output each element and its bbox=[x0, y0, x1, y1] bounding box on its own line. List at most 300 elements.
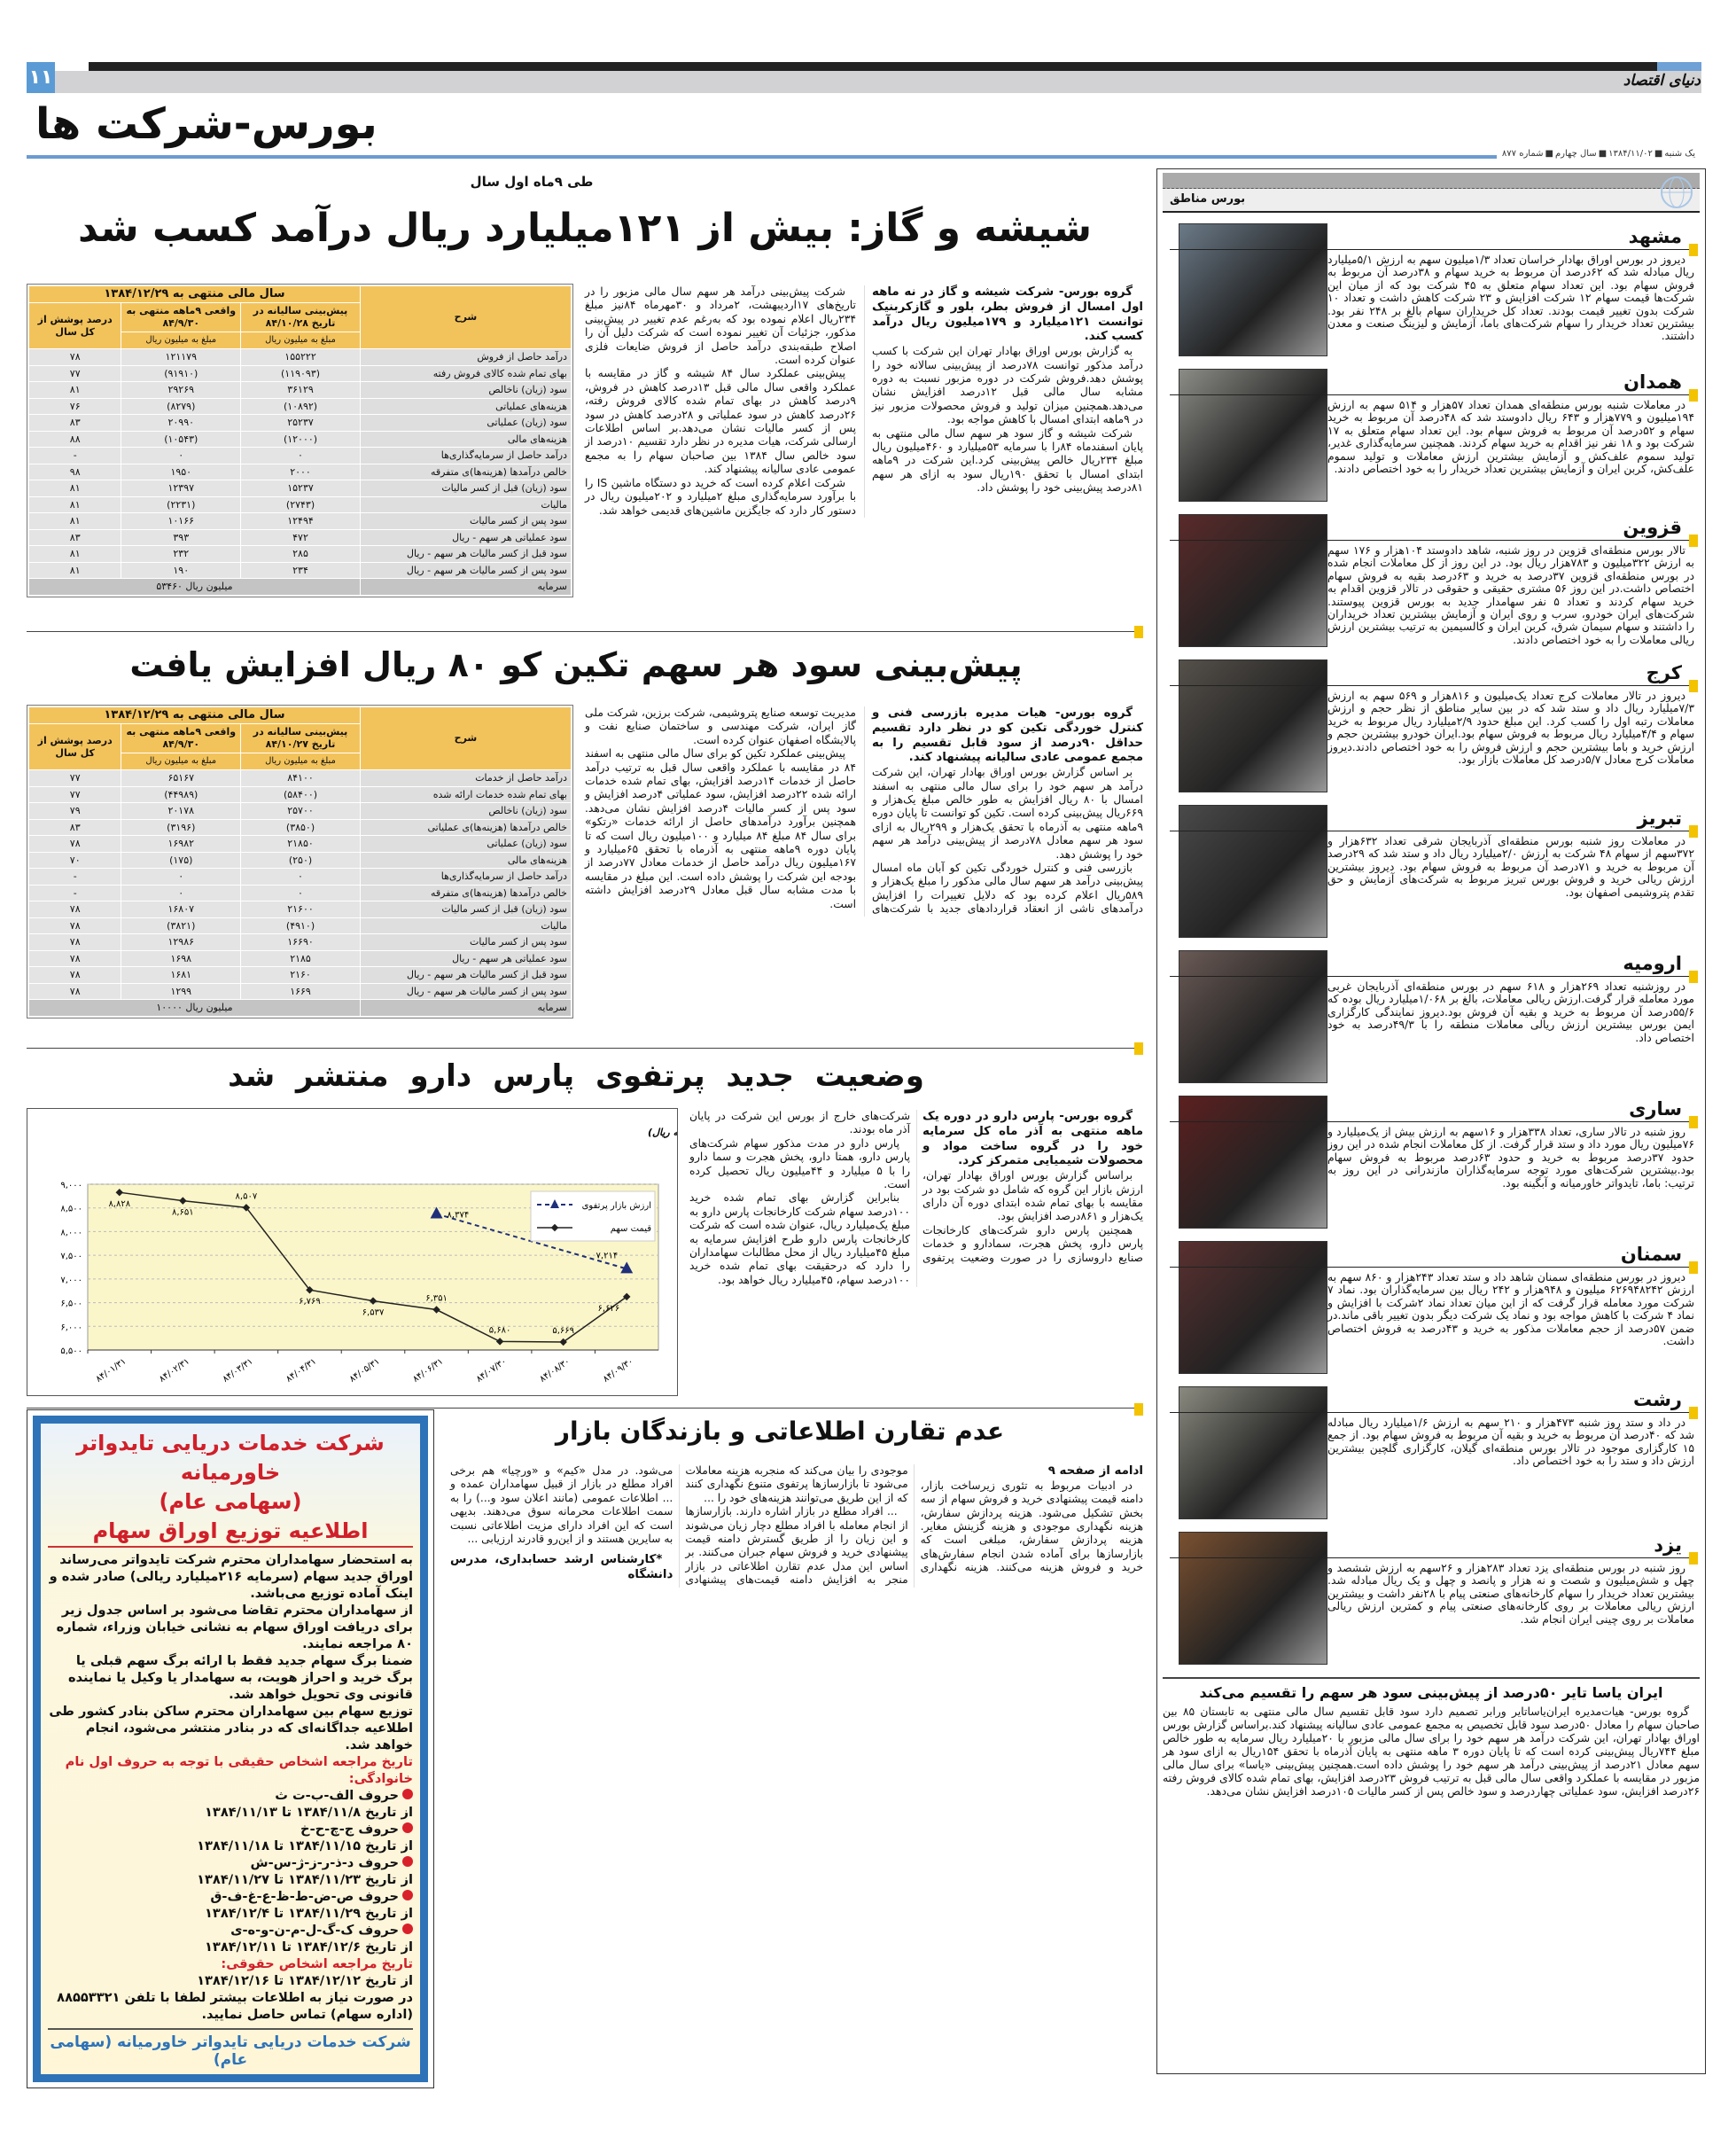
section-marker-icon bbox=[1689, 1407, 1698, 1419]
paragraph: پیش‌بینی عملکرد تکین کو برای سال مالی منتهی به اسفند ۸۴ در مقایسه با عملکرد واقعی سال قبل به ترتیب درآمد حاصل از خدمات ۱۴درصد افزایش، بهای تمام شده خدمات ارائه شده ۲۲درصد افزایش، سود عملیاتی ۴درصد افزایش و سود پس از کسر مالیات ۴درصد افزایش نشان می‌دهد. همچنین برآورد درآمدهای حاصل از ارائه خدمات «رتکو» برای سال ۸۴ مبلغ ۸۴ میلیارد و ۱۰۰میلیون ریال است که تا پایان دوره ۹ماهه منتهی به آذرماه با تحقق ۶۵میلیارد و ۱۶۷میلیون ریال درآمد حاصل از خدمات معادل ۷۷درصد از بودجه این شرکت را پوشش داده است. این مبلغ در مقایسه با مدت مشابه سال قبل معادل ۲۹درصد افزایش داشته است. bbox=[585, 747, 857, 910]
data-label: ۶,۳۵۱ bbox=[425, 1293, 448, 1304]
coverage-percent: ۷۸ bbox=[29, 901, 121, 917]
ad-company-type: (سهامی عام) bbox=[159, 1489, 302, 1514]
coverage-percent: - bbox=[29, 886, 121, 901]
col-pred-header: پیش‌بینی سالیانه در تاریخ ۸۴/۱۰/۲۷ bbox=[241, 724, 360, 753]
row-label: سود (زیان) قبل از کسر مالیات bbox=[361, 901, 571, 917]
letters: حروف ک-گ-ل-م-ن-و-ه-ی bbox=[230, 1923, 399, 1938]
actual-value: ۱۹۰ bbox=[121, 563, 240, 579]
table-row bbox=[29, 497, 571, 513]
row-label: خالص درآمدها (هزینه‌ها)ی متفرقه bbox=[361, 464, 571, 480]
y-tick-label: ۵,۵۰۰ bbox=[60, 1346, 82, 1356]
coverage-percent: - bbox=[29, 448, 121, 464]
predicted-value: ۰ bbox=[241, 886, 360, 901]
city-report: در معاملات روز شنبه بورس منطقه‌ای آذربایجان شرقی تعداد ۶۳۲هزار و ۳۷۲سهم از سهام ۴۸ شرکت به ارزش ۲/۰میلیارد ریال داد و ستد شد که ۲۹درصد آن مربوط به خرید و ۷۱درصد آن مربوط به فروش سهام بود. دیروز بیشترین ارزش ریالی خرید و فروش بورس تبریز مربوط به شرکت‌های آزمایش و حق تقدم پتروشیمی اصفهان بود. bbox=[1327, 834, 1694, 899]
y-tick-label: ۷,۰۰۰ bbox=[60, 1275, 82, 1285]
regional-exchanges-column bbox=[1156, 168, 1706, 2074]
predicted-value: ۱۶۶۹ bbox=[241, 984, 360, 1000]
city-report: دیروز در تالار معاملات کرج تعداد یک‌میلیون و ۸۱۶هزار و ۵۶۹ سهم به ارزش ۷/۳میلیارد ریال داد و ستد شد که در بین سایر مناطق از نظر حجم و ارزش معاملات رتبه اول را کسب کرد. این مبلغ حدود ۲/۹میلیارد ریال مربوط به خرید سهام و ۴/۴میلیارد ریال مربوط به فروش سهام بود.ایران خودرو بیشترین حجم و ارزش خرید و باما بیشترین حجم و ارزش فروش را به خود اختصاص دادند.دیروز معاملات کرج معادل ۵/۷درصد کل معاملات بازار بود. bbox=[1327, 689, 1695, 767]
row-label: سرمایه bbox=[361, 579, 571, 595]
actual-value: (۳۱۹۶) bbox=[121, 820, 240, 836]
coverage-percent: ۷۸ bbox=[29, 984, 121, 1000]
ad-legal-label: تاریخ مراجعه اشخاص حقوقی: bbox=[221, 1956, 413, 1971]
actual-value: (۸۲۷۹) bbox=[121, 399, 240, 415]
actual-value: ۱۲۳۹۷ bbox=[121, 480, 240, 496]
predicted-value: ۲۱۶۰ bbox=[241, 967, 360, 983]
paragraph: بازرسی فنی و کنترل خوردگی تکین کو آبان ماه امسال پیش‌بینی درآمد هر سهم سال مالی مذکور را مبلغ یک‌هزار و ۵۸۹ریال اعلام کرده بود که دلایل تغییرات را افزایش درآمدهای ناشی از انعقاد قراردادهای جدید با شرکت‌های مدیریت توسعه صنایع پتروشیمی، شرکت برزین، شرکت ملی گاز ایران، شرکت مهندسی و ساختمان صنایع نفت و پالایشگاه اصفهان عنوان کرده است. bbox=[585, 706, 1143, 916]
coverage-percent: ۸۱ bbox=[29, 546, 121, 562]
predicted-value: ۱۵۵۲۲۲ bbox=[241, 349, 360, 365]
regional-item bbox=[1163, 1532, 1700, 1668]
ad-natural-label: تاریخ مراجعه اشخاص حقیقی با توجه به حروف اول نام خانوادگی: bbox=[65, 1754, 413, 1786]
regional-item bbox=[1163, 805, 1700, 941]
section-marker-icon bbox=[1134, 1403, 1143, 1416]
data-label: ۸,۳۷۴ bbox=[447, 1210, 470, 1221]
section-marker-icon bbox=[1689, 1116, 1698, 1128]
y-tick-label: ۸,۰۰۰ bbox=[60, 1228, 82, 1238]
article-body bbox=[585, 706, 1143, 917]
predicted-value: ۱۲۴۹۴ bbox=[241, 513, 360, 529]
table-row bbox=[29, 770, 571, 786]
row-label: خالص درآمدها (هزینه‌ها)ی متفرقه bbox=[361, 886, 571, 901]
section-marker-icon bbox=[1134, 626, 1143, 638]
coverage-percent: ۷۶ bbox=[29, 399, 121, 415]
city-name: رشت bbox=[1633, 1389, 1682, 1410]
coverage-percent: ۸۸ bbox=[29, 432, 121, 448]
bullet-icon bbox=[402, 1789, 413, 1799]
date: ۱۳۸۴/۱۱/۰۲ bbox=[1608, 149, 1653, 159]
city-report: دیروز در بورس اوراق بهادار خراسان تعداد ۱/۳میلیون سهم به ارزش ۵/۱میلیارد ریال مبادله شد که ۶۲درصد آن مربوط به خرید سهام و ۳۸درصد آن مربوط به فروش سهام بود. این تعداد سهام متعلق به ۴۵ شرکت بود که از میان این شرکت‌ها قیمت سهام ۱۲ شرکت افزایش و ۲۳ شرکت کاهش داشت و تعداد ۱۰ شرکت بدون تغییر قیمت بودند. تعداد کل خریداران سهام بالغ بر ۲۴۸ نفر بود. بیشترین تعداد خریدار را سهام شرکت‌های باما، آزمایش و لیزینگ صنعت و معدن داشتند. bbox=[1327, 253, 1695, 343]
capital-row bbox=[29, 579, 571, 595]
bullet-icon bbox=[402, 1856, 413, 1867]
actual-value: ۶۵۱۶۷ bbox=[121, 770, 240, 786]
section-marker-icon bbox=[1689, 971, 1698, 983]
coverage-percent: ۷۷ bbox=[29, 366, 121, 382]
x-tick-label: ۸۴/۰۴/۳۱ bbox=[284, 1356, 319, 1385]
row-label: هزینه‌های عملیاتی bbox=[361, 399, 571, 415]
actual-value: (۲۲۳۱) bbox=[121, 497, 240, 513]
ad-paragraph: از سهامداران محترم تقاضا می‌شود بر اساس جدول زیر برای دریافت اوراق سهام به نشانی خیابان وزراء، شماره ۸۰ مراجعه نمایند. bbox=[56, 1603, 413, 1651]
dates: از تاریخ ۱۳۸۴/۱۲/۶ تا ۱۳۸۴/۱۲/۱۱ bbox=[205, 1939, 413, 1955]
predicted-value: ۲۱۸۵۰ bbox=[241, 836, 360, 852]
ad-paragraph: به استحضار سهامداران محترم شرکت تایدواتر می‌رساند اوراق جدید سهام (سرمایه ۲۱۶میلیارد ریالی) صادر شده و اینک آماده توزیع می‌باشد. bbox=[49, 1552, 413, 1601]
coverage-percent: ۷۷ bbox=[29, 770, 121, 786]
predicted-value: ۲۱۶۰۰ bbox=[241, 901, 360, 917]
coverage-percent: ۷۷ bbox=[29, 787, 121, 803]
table-row bbox=[29, 918, 571, 934]
paragraph: براساس گزارش بورس اوراق بهادار تهران، ارزش بازار این گروه که شامل دو شرکت بود در مقایسه با بهای تمام شده ابتدای دوره آن دارای یک‌هزار و ۸۶۱درصد افزایش بود. bbox=[922, 1169, 1143, 1223]
table-row bbox=[29, 853, 571, 869]
x-tick-label: ۸۴/۰۷/۳۰ bbox=[474, 1356, 509, 1385]
data-label: ۸,۸۲۸ bbox=[108, 1199, 131, 1210]
regional-item bbox=[1163, 369, 1700, 505]
paragraph: بنابراین گزارش بهای تمام شده خرید ۱۰۰درصد سهام شرکت کارخانجات پارس دارو به مبلغ یک‌میلیارد ریال، عنوان شده است که شرکت کارخانجات پارس دارو طرح افزایش سرمایه به مبلغ ۴۵میلیارد ریال از محل مطالبات سهامداران را دارد که درحقیقت بهای تمام شده خرید ۱۰۰درصد سهام، ۴۵میلیارد ریال خواهد بود. bbox=[689, 1191, 910, 1286]
byline: *کارشناس ارشد حسابداری، مدرس دانشگاه bbox=[450, 1553, 673, 1582]
actual-value: ۱۶۸۱ bbox=[121, 967, 240, 983]
article-headline: ایران یاسا تایر ۵۰درصد از پیش‌بینی سود هر سهم را تقسیم می‌کند bbox=[1199, 1684, 1663, 1701]
actual-value: ۱۲۹۹ bbox=[121, 984, 240, 1000]
letters: حروف ص-ض-ط-ظ-ع-غ-ف-ق bbox=[210, 1889, 399, 1904]
actual-value: ۲۰۱۷۸ bbox=[121, 803, 240, 819]
data-label: ۶,۵۳۷ bbox=[362, 1307, 385, 1318]
actual-value: (۳۸۲۱) bbox=[121, 918, 240, 934]
coverage-percent: ۷۸ bbox=[29, 934, 121, 950]
coverage-percent: ۸۳ bbox=[29, 820, 121, 836]
table-row bbox=[29, 546, 571, 562]
x-tick-label: ۸۴/۰۸/۳۰ bbox=[538, 1356, 572, 1385]
regional-item bbox=[1163, 659, 1700, 796]
col-pct-header: درصد پوشش از کل سال bbox=[29, 724, 121, 769]
paragraph: به گزارش بورس اوراق بهادار تهران این شرکت با کسب درآمد مذکور توانست ۷۸درصد از پیش‌بینی سالانه خود را پوشش دهد.فروش شرکت در دوره مزبور نسبت به دوره مشابه سال مالی قبل ۱۲درصد افزایش نشان می‌دهد.همچنین میزان تولید و فروش محصولات مزبور نیز در ۹ماهه ابتدای امسال با کاهش مواجه بود. bbox=[872, 345, 1143, 426]
financial-table bbox=[27, 284, 573, 597]
advertisement bbox=[27, 1409, 434, 2088]
section-marker-icon bbox=[1689, 680, 1698, 692]
city-name: یزد bbox=[1654, 1534, 1682, 1556]
section-marker-icon bbox=[1689, 825, 1698, 838]
section-marker-icon bbox=[1689, 244, 1698, 256]
capital-row bbox=[29, 1000, 571, 1016]
predicted-value: (۲۵۰) bbox=[241, 853, 360, 869]
predicted-value: ۸۴۱۰۰ bbox=[241, 770, 360, 786]
city-name: قزوین bbox=[1623, 517, 1682, 538]
row-label: سود پس از کسر مالیات هر سهم - ریال bbox=[361, 984, 571, 1000]
coverage-percent: ۹۸ bbox=[29, 464, 121, 480]
predicted-value: (۱۲۰۰۰) bbox=[241, 432, 360, 448]
schedule-item bbox=[48, 1821, 413, 1854]
city-name: تبریز bbox=[1637, 808, 1682, 829]
predicted-value: ۱۶۶۹۰ bbox=[241, 934, 360, 950]
coverage-percent: ۸۱ bbox=[29, 382, 121, 398]
row-label: سود (زیان) عملیاتی bbox=[361, 415, 571, 431]
col-actual-header: واقعی ۹ماهه منتهی به ۸۴/۹/۳۰ bbox=[121, 303, 240, 332]
table-row bbox=[29, 563, 571, 579]
actual-value: ۲۰۹۹۰ bbox=[121, 415, 240, 431]
schedule-item bbox=[48, 1922, 413, 1955]
dates: از تاریخ ۱۳۸۴/۱۱/۸ تا ۱۳۸۴/۱۱/۱۳ bbox=[205, 1805, 413, 1820]
section-marker-icon bbox=[1689, 535, 1698, 547]
city-title bbox=[1170, 223, 1694, 250]
table-row bbox=[29, 803, 571, 819]
predicted-value: (۲۷۴۳) bbox=[241, 497, 360, 513]
predicted-value: (۱۰۸۹۲) bbox=[241, 399, 360, 415]
coverage-percent: ۷۸ bbox=[29, 967, 121, 983]
y-tick-label: ۸,۵۰۰ bbox=[60, 1204, 82, 1214]
masthead-accent bbox=[1657, 62, 1701, 71]
article-body bbox=[1163, 1705, 1700, 1798]
divider bbox=[27, 1408, 1134, 1409]
row-label: درآمد حاصل از سرمایه‌گذاری‌ها bbox=[361, 448, 571, 464]
legend-label: قیمت سهم bbox=[610, 1224, 651, 1234]
letters: حروف الف-ب-ت ث bbox=[275, 1788, 399, 1803]
table-row bbox=[29, 984, 571, 1000]
x-tick-label: ۸۴/۰۹/۳۰ bbox=[601, 1356, 635, 1385]
city-report: تالار بورس منطقه‌ای قزوین در روز شنبه، شاهد دادوستد ۱۰۴هزار و ۱۷۶ سهم به ارزش ۳۲۲میلیون و ۷۸۳هزار ریال بود. در این روز از کل معاملات انجام شده در بورس منطقه‌ای قزوین ۳۷درصد به خرید و ۶۳درصد بقیه به فروش سهام اختصاص داشت.در این روز ۵۶ مشتری حقیقی و حقوقی در تالار قزوین اقدام به خرید سهام کردند و تعداد ۵ نفر سهامدار جدید به بورس قزوین پیوستند. شرکت‌های ایران خودرو، سرب و روی ایران و آزمایش بیشترین تعداد خریداران را داشتند و سهام سیمان شرق، کربن ایران و کالسیمین به ترتیب بیشترین ارزش ریالی معاملات را به خود اختصاص دادند. bbox=[1327, 543, 1694, 646]
row-label: هزینه‌های مالی bbox=[361, 432, 571, 448]
x-tick-label: ۸۴/۰۲/۳۱ bbox=[157, 1356, 192, 1385]
regional-item bbox=[1163, 1386, 1700, 1523]
actual-value: ۱۶۹۸۲ bbox=[121, 836, 240, 852]
dates: از تاریخ ۱۳۸۴/۱۱/۱۵ تا ۱۳۸۴/۱۱/۱۸ bbox=[197, 1838, 413, 1853]
capital-value: میلیون ریال ۵۳۴۶۰ bbox=[29, 579, 360, 595]
legend-label: ارزش بازار پرتفوی bbox=[581, 1201, 651, 1211]
row-label: سود قبل از کسر مالیات هر سهم - ریال bbox=[361, 546, 571, 562]
table-row bbox=[29, 399, 571, 415]
y-tick-label: ۷,۵۰۰ bbox=[60, 1252, 82, 1262]
dates: از تاریخ ۱۳۸۴/۱۱/۲۹ تا ۱۳۸۴/۱۲/۴ bbox=[205, 1906, 413, 1921]
table-row bbox=[29, 432, 571, 448]
predicted-value: ۰ bbox=[241, 869, 360, 885]
row-label: خالص درآمدها (هزینه‌ها)ی عملیاتی bbox=[361, 820, 571, 836]
city-title bbox=[1170, 1096, 1694, 1122]
dateline: یک شنبه■۱۳۸۴/۱۱/۰۲■سال چهارم■شماره ۸۷۷ bbox=[1497, 149, 1701, 159]
actual-value: ۱۶۸۰۷ bbox=[121, 901, 240, 917]
volume: سال چهارم bbox=[1554, 149, 1597, 159]
table-row bbox=[29, 382, 571, 398]
data-label: ۸,۶۵۱ bbox=[171, 1207, 194, 1218]
paragraph: پیش‌بینی عملکرد سال ۸۴ شیشه و گاز در مقایسه با عملکرد واقعی سال مالی قبل ۱۳درصد کاهش در فروش، ۹درصد کاهش در بهای تمام شده کالای فروش رفته، ۲۶درصد کاهش در سود عملیاتی و ۲۸درصد کاهش در سود پس از کسر مالیات نشان می‌دهد.بر اساس اطلاعات ارسالی شرکت، هیات مدیره در نظر دارد تقسیم ۱۰درصد از سود خالص سال ۱۳۸۴ بین صاحبان سهام را به مجمع عمومی عادی سالیانه پیشنهاد کند. bbox=[585, 367, 856, 476]
city-title bbox=[1170, 950, 1694, 977]
ad-paragraph: ضمنا برگ سهام جدید فقط با ارائه برگ سهم قبلی یا برگ خرید و احراز هویت، به سهامدار یا وکیل یا نماینده قانونی وی تحویل خواهد شد. bbox=[68, 1653, 413, 1702]
schedule-item bbox=[48, 1787, 413, 1821]
regional-list bbox=[1163, 223, 1700, 1668]
city-title bbox=[1170, 369, 1694, 395]
article-lead: گروه بورس- شرکت شیشه و گاز در نه ماهه اول امسال از فروش بطر، بلور و گازکربنیک توانست ۱۲۱میلیارد و ۱۷۹میلیون ریال درآمد کسب کند. bbox=[872, 285, 1143, 344]
table-row bbox=[29, 886, 571, 901]
actual-value: ۱۹۵۰ bbox=[121, 464, 240, 480]
table-row bbox=[29, 530, 571, 546]
coverage-percent: ۷۸ bbox=[29, 836, 121, 852]
predicted-value: ۱۵۲۳۷ bbox=[241, 480, 360, 496]
globe-icon bbox=[1659, 175, 1694, 210]
predicted-value: ۰ bbox=[241, 448, 360, 464]
x-tick-label: ۸۴/۰۳/۳۱ bbox=[221, 1356, 255, 1385]
col-actual-header: واقعی ۹ماهه منتهی به ۸۴/۹/۳۰ bbox=[121, 724, 240, 753]
continued-note: ادامه از صفحه ۹ bbox=[1047, 1464, 1143, 1478]
paragraph: گروه بورس- هیات‌مدیره ایران‌یاساتایر ورابر تصمیم دارد سود قابل تقسیم سال مالی منتهی به تابستان ۸۵ بین صاحبان سهام را معادل ۵۰درصد سود قابل تخصیص به مجمع عمومی عادی سالیانه پیشنهاد کند.براساس گزارش بورس اوراق بهادار تهران، این شرکت درآمد هر سهم خود را برای سال مالی مزبور با ۲۰میلیارد ریال سرمایه به طور خالص مبلغ ۷۴۴ریال پیش‌بینی کرده است که تا پایان دوره ۳ ماهه منتهی به پایان آذرماه با تحقق ۱۵۴ریال به ازای سود هر سهم معادل ۲۱درصد از پیش‌بینی درآمد هر سهم خود را پوشش داده است.همچنین پیش‌بینی «یاسا» برای سال مالی مزبور در مقایسه با عملکرد واقعی سال مالی قبل به ترتیب فروش ۲۳درصد افزایش، بهای تمام شده کالای فروش رفته ۲۶درصد افزایش، سود عملیاتی چهاردرصد و سود خالص پس از کسر مالیات ۱۰۵درصد افزایش نشان می‌دهد. bbox=[1163, 1705, 1701, 1798]
page-number: ۱۱ bbox=[27, 62, 55, 93]
row-label: درآمد حاصل از سرمایه‌گذاری‌ها bbox=[361, 869, 571, 885]
table-row bbox=[29, 366, 571, 382]
col-pct-header: درصد پوشش از کل سال bbox=[29, 303, 121, 348]
divider bbox=[27, 1048, 1134, 1049]
ad-legal-dates: از تاریخ ۱۳۸۴/۱۲/۱۲ تا ۱۳۸۴/۱۲/۱۶ bbox=[197, 1973, 413, 1988]
row-label: سود (زیان) عملیاتی bbox=[361, 836, 571, 852]
bullet-icon bbox=[402, 1822, 413, 1833]
x-tick-label: ۸۴/۰۵/۳۱ bbox=[347, 1356, 382, 1385]
actual-value: (۴۴۹۸۹) bbox=[121, 787, 240, 803]
table-row bbox=[29, 349, 571, 365]
article-headline: وضعیت جدید پرتفوی پارس دارو منتشر شد bbox=[228, 1058, 924, 1094]
regional-item bbox=[1163, 1241, 1700, 1377]
data-label: ۶,۷۶۹ bbox=[299, 1297, 321, 1307]
paragraph: شرکت پیش‌بینی درآمد هر سهم سال مالی مزبور را در تاریخ‌های ۱۷اردیبهشت، ۲مرداد و ۳۰مهرماه ۸۴نیز مبلغ ۲۳۴ریال اعلام نموده بود که به‌رغم عدم تغییر در پیش‌بینی مذکور، جزئیات آن تغییر نموده است که شرکت دلیل آن را اصلاح طبقه‌بندی درآمد حاصل از فروش ضایعات فلزی عنوان کرده است. bbox=[585, 285, 856, 367]
row-label: سود پس از کسر مالیات bbox=[361, 934, 571, 950]
divider bbox=[27, 155, 1648, 159]
actual-value: (۹۱۹۱۰) bbox=[121, 366, 240, 382]
y-tick-label: ۹,۰۰۰ bbox=[60, 1181, 82, 1190]
row-label: درآمد حاصل از خدمات bbox=[361, 770, 571, 786]
city-title bbox=[1170, 805, 1694, 831]
city-report: در معاملات شنبه بورس منطقه‌ای همدان تعداد ۵۷هزار و ۵۱۴ سهم به ارزش ۱۹۴میلیون و ۷۷۹هزار و ۶۴۳ ریال دادوستد شد که ۴۸درصد آن مربوط به خرید سهام و ۵۲درصد آن مربوط به فروش سهام بود. این تعداد سهام متعلق به ۱۷ شرکت بود و ۱۸ نفر نیز اقدام به خرید سهام کردند. همچنین سرمایه‌گذاری غدیر، تولید سموم علف‌کش و آزمایش بیشترین ارزش معاملات و تولید سموم علف‌کش، کربن ایران و آزمایش بیشترین تعداد خریدار را به خود اختصاص دادند. bbox=[1327, 398, 1695, 476]
coverage-percent: ۷۸ bbox=[29, 918, 121, 934]
actual-value: ۲۹۲۶۹ bbox=[121, 382, 240, 398]
actual-value: ۰ bbox=[121, 448, 240, 464]
issue-number: شماره ۸۷۷ bbox=[1501, 149, 1544, 159]
data-label: ۶,۶۲۶ bbox=[597, 1303, 620, 1314]
ad-company: شرکت خدمات دریایی تایدواتر خاورمیانه bbox=[76, 1431, 385, 1485]
coverage-percent: ۷۰ bbox=[29, 853, 121, 869]
city-report: روز شنبه در تالار ساری، تعداد ۳۳۸هزار و ۱۶سهم به ارزش بیش از یک‌میلیارد و ۷۶میلیون ریال مورد داد و ستد قرار گرفت. از کل معاملات انجام شده در این روز حدود ۳۷درصد مربوط به خرید و حدود ۶۳درصد مربوط به فروش سهام بود.بیشترین شرکت‌های مورد توجه سرمایه‌گذاران مازندرانی در این روز به ترتیب: باما، تایدواتر خاورمیانه و آبگینه بود. bbox=[1327, 1125, 1694, 1190]
table-row bbox=[29, 869, 571, 885]
regional-item bbox=[1163, 1096, 1700, 1232]
row-label: مالیات bbox=[361, 918, 571, 934]
x-tick-label: ۸۴/۰۶/۳۱ bbox=[411, 1356, 446, 1385]
article-lead: گروه بورس- هیات مدیره بازرسی فنی و کنترل خوردگی تکین کو در نظر دارد تقسیم حداقل ۹۰درصد از سود قابل تقسیم را به مجمع عمومی عادی سالیانه پیشنهاد کند. bbox=[872, 706, 1143, 765]
article-lead: گروه بورس- پارس دارو در دوره یک ماهه منتهی به آذر ماه کل سرمایه خود را در گروه ساخت مواد و محصولات شیمیایی متمرکز کرد. bbox=[922, 1110, 1143, 1168]
column-header bbox=[1163, 173, 1700, 213]
predicted-value: ۲۸۵ bbox=[241, 546, 360, 562]
city-name: سمنان bbox=[1620, 1244, 1682, 1265]
row-label: سود پس از کسر مالیات bbox=[361, 513, 571, 529]
row-label: سود (زیان) ناخالص bbox=[361, 382, 571, 398]
row-label: سود (زیان) قبل از کسر مالیات bbox=[361, 480, 571, 496]
coverage-percent: - bbox=[29, 869, 121, 885]
coverage-percent: ۷۸ bbox=[29, 951, 121, 967]
city-name: کرج bbox=[1646, 662, 1682, 683]
coverage-percent: ۸۱ bbox=[29, 497, 121, 513]
section-marker-icon bbox=[1134, 1042, 1143, 1055]
coverage-percent: ۷۸ bbox=[29, 349, 121, 365]
city-title bbox=[1170, 1532, 1694, 1558]
coverage-percent: ۷۹ bbox=[29, 803, 121, 819]
table-row bbox=[29, 464, 571, 480]
article-headline: عدم تقارن اطلاعاتی و بازندگان بازار bbox=[555, 1416, 1005, 1446]
line-chart bbox=[27, 1108, 678, 1396]
actual-value: ۳۹۳ bbox=[121, 530, 240, 546]
regional-item bbox=[1163, 223, 1700, 360]
data-label: ۵,۶۸۰ bbox=[488, 1325, 511, 1336]
actual-value: ۱۰۱۶۶ bbox=[121, 513, 240, 529]
letters: حروف د-ذ-ر-ز-ژ-س-ش bbox=[250, 1855, 399, 1870]
ad-schedule bbox=[48, 1787, 413, 1955]
section-marker-icon bbox=[1689, 1552, 1698, 1565]
table-row bbox=[29, 951, 571, 967]
row-label: سود عملیاتی هر سهم - ریال bbox=[361, 530, 571, 546]
article-headline: پیش‌بینی سود هر سهم تکین کو ۸۰ ریال افزایش یافت bbox=[129, 645, 1023, 684]
ad-footer: شرکت خدمات دریایی تایدواتر خاورمیانه (سهامی عام) bbox=[48, 2028, 413, 2069]
actual-value: (۱۷۵) bbox=[121, 853, 240, 869]
chart-title: ریال) bbox=[648, 1127, 670, 1138]
year-header: سال مالی منتهی به ۱۳۸۴/۱۲/۲۹ bbox=[29, 707, 360, 723]
section-marker-icon bbox=[1689, 389, 1698, 402]
actual-value: ۲۳۲ bbox=[121, 546, 240, 562]
city-title bbox=[1170, 1241, 1694, 1268]
paragraph: پارس دارو در مدت مذکور سهام شرکت‌های پارس دارو، همتا دارو، پخش هجرت و سما دارو را با ۵ میلیارد و ۴۴میلیون ریال تحصیل کرده است. bbox=[689, 1136, 911, 1191]
article-body bbox=[450, 1464, 1143, 1588]
actual-value: ۰ bbox=[121, 886, 240, 901]
predicted-value: ۲۵۷۰۰ bbox=[241, 803, 360, 819]
coverage-percent: ۸۳ bbox=[29, 530, 121, 546]
paragraph: شرکت شیشه و گاز سود هر سهم سال مالی منتهی به پایان اسفندماه ۸۴را با سرمایه ۵۳میلیارد و ۴۶۰میلیون ریال مبلغ ۲۳۴ریال خالص پیش‌بینی کرد.این شرکت در ۹ماهه ابتدای امسال با تحقق ۱۹۰ریال سود به ازای هر سهم ۸۱درصد پیش‌بینی خود را پوشش داد. bbox=[872, 426, 1144, 495]
x-tick-label: ۸۴/۰۱/۳۱ bbox=[94, 1356, 128, 1385]
col-desc-header: شرح bbox=[361, 286, 571, 348]
table-row bbox=[29, 448, 571, 464]
table-row bbox=[29, 787, 571, 803]
ad-title: اطلاعیه توزیع اوراق سهام bbox=[48, 1517, 413, 1548]
predicted-value: ۲۱۸۵ bbox=[241, 951, 360, 967]
divider bbox=[1163, 1677, 1700, 1679]
predicted-value: (۳۸۵۰) bbox=[241, 820, 360, 836]
schedule-item bbox=[48, 1854, 413, 1888]
unit-label: مبلغ به میلیون ریال bbox=[121, 753, 240, 769]
coverage-percent: ۸۱ bbox=[29, 513, 121, 529]
predicted-value: ۲۵۲۳۷ bbox=[241, 415, 360, 431]
table-row bbox=[29, 415, 571, 431]
ad-contact: در صورت نیاز به اطلاعات بیشتر لطفا با تلفن ۸۸۵۵۳۳۲۱ (اداره سهام) تماس حاصل نمایید. bbox=[57, 1990, 413, 2022]
regional-item bbox=[1163, 950, 1700, 1087]
col-desc-header: شرح bbox=[361, 707, 571, 769]
predicted-value: (۵۸۴۰۰) bbox=[241, 787, 360, 803]
section-marker-icon bbox=[1689, 1261, 1698, 1274]
article-headline: شیشه و گاز: بیش از ۱۲۱میلیارد ریال درآمد کسب شد bbox=[78, 206, 1092, 251]
actual-value: ۰ bbox=[121, 869, 240, 885]
data-label: ۵,۶۶۹ bbox=[552, 1325, 575, 1336]
row-label: مالیات bbox=[361, 497, 571, 513]
masthead-bar bbox=[89, 62, 1701, 71]
city-report: در روزشنبه تعداد ۲۶۹هزار و ۶۱۸ سهم در بورس منطقه‌ای آذربایجان غربی مورد معامله قرار گرفت.ارزش ریالی معاملات، بالغ بر ۱/۰۶۸میلیارد ریال بوده که ۵۵/۶درصد آن مربوط به خرید و بقیه آن فروش بود.دیروز نمایندگی کارگزاری ایمن بورس بیشترین ارزش ریالی معاملات منطقه را با ۴۹/۳درصد به خود اختصاص داد. bbox=[1327, 979, 1695, 1044]
city-name: مشهد bbox=[1628, 226, 1682, 247]
financial-table bbox=[27, 705, 573, 1018]
coverage-percent: ۸۱ bbox=[29, 563, 121, 579]
actual-value: ۱۶۹۸ bbox=[121, 951, 240, 967]
newspaper-logo: دنیای اقتصاد bbox=[1623, 72, 1701, 90]
actual-value: ۱۲۹۸۶ bbox=[121, 934, 240, 950]
paragraph: در ادبیات مربوط به تئوری زیرساخت بازار، دامنه قیمت پیشنهادی خرید و فروش سهام از سه بخش تشکیل می‌شود. هزینه پردازش سفارش، هزینه نگهداری موجودی و هزینه گزینش مغایر. هزینه پردازش سفارش، مبلغی است که بازارسازها برای آماده شدن انجام سفارش‌های خرید و فروش هزینه می‌کنند. هزینه نگهداری موجودی را بیان می‌کند که منجربه هزینه معاملات می‌شود تا بازارسازها پرتفوی متنوع نگهداری کنند که از این طریق می‌توانند هزینه‌های خود را ... bbox=[685, 1464, 1143, 1574]
actual-value: ۱۲۱۱۷۹ bbox=[121, 349, 240, 365]
paragraph: ... افراد مطلع در بازار اشاره دارند. بازارسازها از انجام معامله با افراد مطلع دچار زیان می‌شوند و این زیان را از طریق گسترش دامنه قیمت پیشنهادی خرید و فروش سهام جبران می‌کنند. بر اساس این مدل عدم تقارن اطلاعاتی در بازار منجر به افزایش دامنه قیمت‌های پیشنهادی می‌شود. در مدل «کیم» و «ورچیا» هم برخی افراد مطلع در بازار از قبیل سهامداران عمده و ... اطلاعات عمومی (مانند اعلان سود و...) را به سمت اطلاعات محرمانه سوق می‌دهند. بدیهی است که این افراد دارای مزیت اطلاعاتی نسبت به سایرین هستند و از این‌رو قادرند ارزیابی ... bbox=[450, 1464, 908, 1587]
row-label: سود (زیان) ناخالص bbox=[361, 803, 571, 819]
masthead-band bbox=[53, 71, 1701, 93]
y-tick-label: ۶,۵۰۰ bbox=[60, 1299, 82, 1309]
coverage-percent: ۸۱ bbox=[29, 480, 121, 496]
chart-svg bbox=[27, 1109, 677, 1395]
predicted-value: ۴۷۲ bbox=[241, 530, 360, 546]
city-report: دیروز در بورس منطقه‌ای سمنان شاهد داد و ستد تعداد ۲۴۳هزار و ۸۶۰ سهم به ارزش ۶۲۶۹۴۸۲۴۲ میلیون و ۹۴۸هزار و ۲۴۲ ریال بین سرمایه‌گذاران بود. نماد ۷ شرکت مورد معامله قرار گرفت که از این میان تعداد نماد ۲شرکت با افزایش و نماد ۴ شرکت با کاهش مواجه بود و نماد یک شرکت دیگر بدون تغییر باقی ماند.در ضمن ۵۷درصد از حجم معاملات مذکور به خرید و ۴۳درصد به فروش اختصاص داشت. bbox=[1327, 1270, 1695, 1348]
predicted-value: ۲۳۴ bbox=[241, 563, 360, 579]
row-label: سود پس از کسر مالیات هر سهم - ریال bbox=[361, 563, 571, 579]
city-title bbox=[1170, 1386, 1694, 1413]
row-label: سرمایه bbox=[361, 1000, 571, 1016]
data-label: ۷,۲۱۴ bbox=[596, 1251, 619, 1261]
capital-value: میلیون ریال ۱۰۰۰۰ bbox=[29, 1000, 360, 1016]
paragraph: همچنین پارس دارو شرکت‌های کارخانجات پارس دارو، پخش هجرت، سمادارو و خدمات صنایع داروسازی را در صورت وضعیت پرتفوی شرکت‌های خارج از بورس این شرکت در پایان آذر ماه بودند. bbox=[689, 1110, 1143, 1264]
unit-label: مبلغ به میلیون ریال bbox=[121, 332, 240, 348]
row-label: درآمد حاصل از فروش bbox=[361, 349, 571, 365]
regional-item bbox=[1163, 514, 1700, 651]
paragraph: شرکت اعلام کرده است که خرید دو دستگاه ماشین IS را با برآورد سرمایه‌گذاری مبلغ ۲میلیارد و ۲۰۲میلیون ریال در دستور کار دارد که جایگزین ماشین‌های قدیمی خواهد شد. bbox=[585, 476, 856, 517]
paragraph: بر اساس گزارش بورس اوراق بهادار تهران، این شرکت درآمد هر سهم خود را برای سال مالی منتهی به اسفند امسال با ۸۰ ریال افزایش به طور خالص مبلغ یک‌هزار و ۶۶۹ریال پیش‌بینی کرده است. تکین کو توانست تا پایان دوره ۹ماهه منتهی به آذرماه با تحقق یک‌هزار و ۲۹۹ریال به ازای سود هر سهم معادل ۷۸درصد از پیش‌بینی درآمد هر سهم خود را پوشش دهد. bbox=[872, 766, 1143, 861]
actual-value: (۱۰۵۴۳) bbox=[121, 432, 240, 448]
y-tick-label: ۶,۰۰۰ bbox=[60, 1323, 82, 1333]
section-title: بورس-شرکت ها bbox=[35, 99, 378, 149]
predicted-value: ۲۰۰۰ bbox=[241, 464, 360, 480]
data-label: ۸,۵۰۷ bbox=[235, 1191, 258, 1202]
bullet-icon bbox=[402, 1890, 413, 1900]
predicted-value: ۳۶۱۲۹ bbox=[241, 382, 360, 398]
city-title bbox=[1170, 514, 1694, 541]
table-row bbox=[29, 820, 571, 836]
article-kicker: طی ۹ماه اول سال bbox=[470, 174, 594, 190]
